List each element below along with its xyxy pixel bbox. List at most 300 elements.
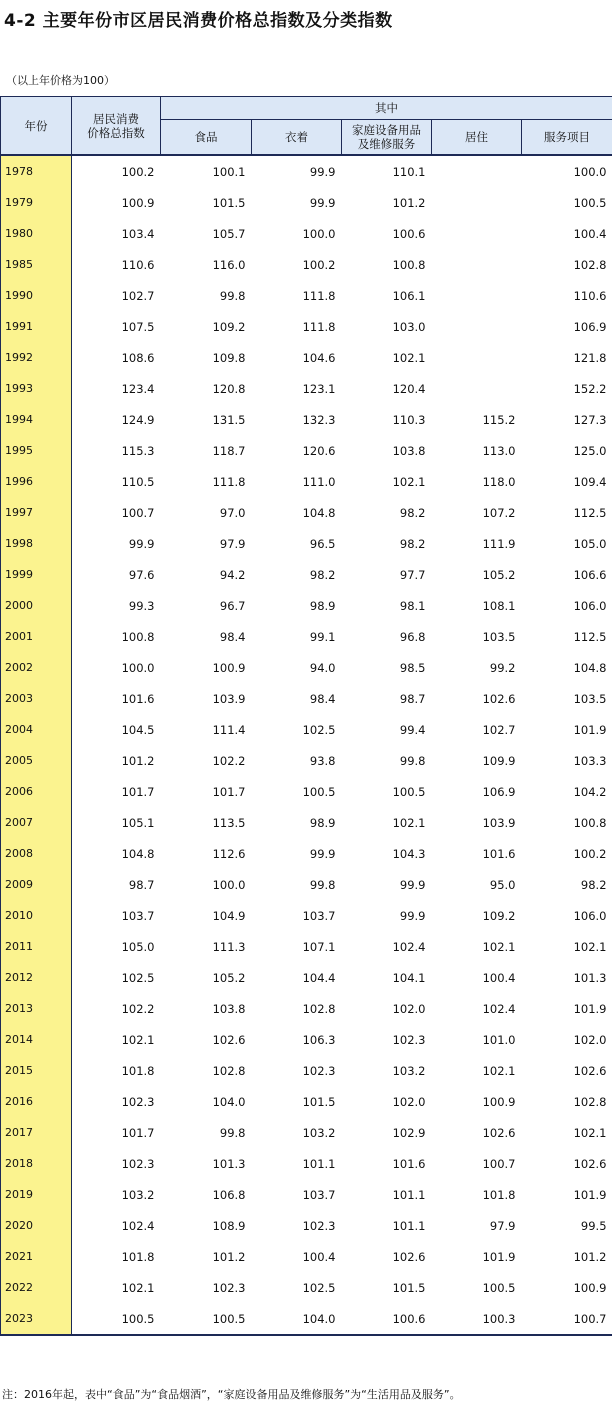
cell-housing: 100.3 xyxy=(432,1303,522,1335)
header-clothing: 衣着 xyxy=(252,120,342,156)
cell-housing: 103.9 xyxy=(482,815,516,830)
cell-household: 102.4 xyxy=(392,939,426,954)
cell-housing: 101.0 xyxy=(482,1032,516,1047)
cell-food: 97.0 xyxy=(219,505,246,520)
cell-total: 103.2 xyxy=(121,1187,155,1202)
cell-food: 111.3 xyxy=(212,939,246,954)
cell-total: 102.1 xyxy=(121,1280,155,1295)
cell-services: 103.5 xyxy=(573,691,607,706)
cell-housing: 113.0 xyxy=(482,443,516,458)
cell-food: 101.2 xyxy=(212,1249,246,1264)
cell-household: 98.2 xyxy=(399,505,426,520)
cell-total: 107.5 xyxy=(121,319,155,334)
table-row xyxy=(1,993,612,1024)
cell-year: 1978 xyxy=(1,155,72,187)
cell-total: 98.7 xyxy=(128,877,155,892)
cell-housing: 102.6 xyxy=(482,691,516,706)
cell-food: 113.5 xyxy=(212,815,246,830)
cell-services: 101.2 xyxy=(573,1249,607,1264)
cell-total: 100.0 xyxy=(121,660,155,675)
cell-total: 100.2 xyxy=(121,164,155,179)
table-row xyxy=(1,1086,612,1117)
cell-total: 101.7 xyxy=(121,784,155,799)
cell-housing: 118.0 xyxy=(482,474,516,489)
cell-household: 120.4 xyxy=(392,381,426,396)
cell-food: 102.2 xyxy=(212,753,246,768)
table-row xyxy=(1,714,612,745)
cell-clothing: 100.5 xyxy=(302,784,336,799)
cell-year: 1985 xyxy=(1,249,72,280)
table-row xyxy=(1,155,612,187)
cell-food: 109.2 xyxy=(212,319,246,334)
cell-housing: 101.9 xyxy=(482,1249,516,1264)
cell-household: 98.5 xyxy=(399,660,426,675)
cell-services: 121.8 xyxy=(573,350,607,365)
table-row xyxy=(1,1179,612,1210)
cell-total: 102.5 xyxy=(121,970,155,985)
cell-food: 109.8 xyxy=(212,350,246,365)
cell-year: 2020 xyxy=(1,1210,72,1241)
cell-total: 105.0 xyxy=(121,939,155,954)
cell-food: 101.3 xyxy=(212,1156,246,1171)
cell-services: 100.7 xyxy=(522,1303,612,1335)
cell-housing xyxy=(432,249,522,280)
cell-year: 2011 xyxy=(1,931,72,962)
cell-housing: 101.8 xyxy=(482,1187,516,1202)
cell-clothing: 104.6 xyxy=(302,350,336,365)
cell-clothing: 102.5 xyxy=(302,722,336,737)
cell-household: 110.3 xyxy=(392,412,426,427)
cell-year: 2000 xyxy=(1,590,72,621)
cell-total: 124.9 xyxy=(121,412,155,427)
cell-year: 2005 xyxy=(1,745,72,776)
cell-services: 101.3 xyxy=(573,970,607,985)
cell-year: 1979 xyxy=(1,187,72,218)
cell-clothing: 102.8 xyxy=(302,1001,336,1016)
table-row xyxy=(1,652,612,683)
table-row xyxy=(1,342,612,373)
cell-total: 100.8 xyxy=(121,629,155,644)
cell-household: 104.3 xyxy=(392,846,426,861)
table-row xyxy=(1,931,612,962)
cell-housing: 100.9 xyxy=(482,1094,516,1109)
table-row xyxy=(1,1303,612,1335)
cell-household: 100.5 xyxy=(392,784,426,799)
cell-housing: 100.5 xyxy=(482,1280,516,1295)
cell-household: 100.6 xyxy=(392,226,426,241)
cell-housing: 102.4 xyxy=(482,1001,516,1016)
cell-housing: 102.1 xyxy=(482,1063,516,1078)
cell-household: 103.0 xyxy=(392,319,426,334)
table-row xyxy=(1,683,612,714)
cell-services: 100.5 xyxy=(573,195,607,210)
cell-clothing: 99.8 xyxy=(309,877,336,892)
table-row xyxy=(1,187,612,218)
table-row xyxy=(1,497,612,528)
cell-food: 106.8 xyxy=(212,1187,246,1202)
cell-household: 102.1 xyxy=(392,350,426,365)
header-total: 居民消费 价格总指数 xyxy=(72,97,161,156)
cell-household: 97.7 xyxy=(399,567,426,582)
table-row xyxy=(1,1272,612,1303)
cell-services: 102.8 xyxy=(573,257,607,272)
cell-clothing: 132.3 xyxy=(302,412,336,427)
cell-housing: 115.2 xyxy=(482,412,516,427)
cell-total: 102.3 xyxy=(121,1094,155,1109)
cell-food: 108.9 xyxy=(212,1218,246,1233)
cell-year: 2001 xyxy=(1,621,72,652)
cell-services: 102.6 xyxy=(573,1156,607,1171)
cell-household: 101.1 xyxy=(392,1187,426,1202)
table-row xyxy=(1,776,612,807)
cell-household: 99.4 xyxy=(399,722,426,737)
cell-food: 99.8 xyxy=(219,288,246,303)
cell-clothing: 99.9 xyxy=(309,846,336,861)
cell-housing: 108.1 xyxy=(482,598,516,613)
cell-food: 98.4 xyxy=(219,629,246,644)
cell-food: 111.4 xyxy=(212,722,246,737)
cell-household: 103.2 xyxy=(392,1063,426,1078)
cell-clothing: 104.0 xyxy=(252,1303,342,1335)
cell-year: 2003 xyxy=(1,683,72,714)
cell-year: 2010 xyxy=(1,900,72,931)
table-row xyxy=(1,311,612,342)
cell-food: 102.3 xyxy=(212,1280,246,1295)
cell-services: 100.2 xyxy=(573,846,607,861)
cell-household: 104.1 xyxy=(392,970,426,985)
cell-household: 101.6 xyxy=(392,1156,426,1171)
cell-services: 104.8 xyxy=(573,660,607,675)
cell-year: 2022 xyxy=(1,1272,72,1303)
cell-housing xyxy=(432,342,522,373)
cell-household: 98.7 xyxy=(399,691,426,706)
cell-year: 2023 xyxy=(1,1303,72,1335)
cell-household: 98.2 xyxy=(399,536,426,551)
cell-household: 99.9 xyxy=(399,908,426,923)
cell-clothing: 96.5 xyxy=(309,536,336,551)
cell-clothing: 104.4 xyxy=(302,970,336,985)
cell-clothing: 103.7 xyxy=(302,908,336,923)
cell-total: 102.4 xyxy=(121,1218,155,1233)
cell-clothing: 111.8 xyxy=(302,319,336,334)
cell-housing: 107.2 xyxy=(482,505,516,520)
cell-household: 101.2 xyxy=(392,195,426,210)
table-row xyxy=(1,218,612,249)
cell-food: 99.8 xyxy=(219,1125,246,1140)
cell-clothing: 100.2 xyxy=(302,257,336,272)
cell-year: 2021 xyxy=(1,1241,72,1272)
cell-household: 102.0 xyxy=(392,1001,426,1016)
cell-clothing: 101.5 xyxy=(302,1094,336,1109)
cell-housing xyxy=(432,218,522,249)
cell-total: 100.7 xyxy=(121,505,155,520)
cell-clothing: 101.1 xyxy=(302,1156,336,1171)
cell-household: 96.8 xyxy=(399,629,426,644)
table-row xyxy=(1,1024,612,1055)
cell-food: 105.2 xyxy=(212,970,246,985)
table-row xyxy=(1,807,612,838)
cell-housing: 109.9 xyxy=(482,753,516,768)
cell-food: 118.7 xyxy=(212,443,246,458)
cell-services: 100.9 xyxy=(573,1280,607,1295)
cell-food: 104.9 xyxy=(212,908,246,923)
table-row xyxy=(1,280,612,311)
cell-household: 102.0 xyxy=(392,1094,426,1109)
cell-year: 2009 xyxy=(1,869,72,900)
cell-year: 1992 xyxy=(1,342,72,373)
cell-total: 101.8 xyxy=(121,1249,155,1264)
cell-clothing: 107.1 xyxy=(302,939,336,954)
cell-services: 127.3 xyxy=(573,412,607,427)
header-housing: 居住 xyxy=(432,120,522,156)
cell-total: 104.5 xyxy=(121,722,155,737)
cell-household: 99.9 xyxy=(399,877,426,892)
cell-year: 1997 xyxy=(1,497,72,528)
cell-services: 152.2 xyxy=(573,381,607,396)
cell-clothing: 103.7 xyxy=(302,1187,336,1202)
cell-year: 2008 xyxy=(1,838,72,869)
cell-total: 99.3 xyxy=(128,598,155,613)
cell-total: 104.8 xyxy=(121,846,155,861)
cell-household: 99.8 xyxy=(399,753,426,768)
cell-services: 100.8 xyxy=(573,815,607,830)
cell-housing: 100.4 xyxy=(482,970,516,985)
cell-services: 106.0 xyxy=(573,908,607,923)
header-group: 其中 xyxy=(161,97,612,120)
table-row xyxy=(1,1148,612,1179)
cell-services: 101.9 xyxy=(573,1187,607,1202)
footnote: 注：2016年起，表中“食品”为“食品烟酒”，“家庭设备用品及维修服务”为“生活用品及服务”。 xyxy=(2,1388,461,1401)
cell-total: 99.9 xyxy=(128,536,155,551)
cell-year: 2013 xyxy=(1,993,72,1024)
header-services: 服务项目 xyxy=(522,120,612,156)
cell-total: 102.7 xyxy=(121,288,155,303)
cell-year: 1980 xyxy=(1,218,72,249)
cell-clothing: 98.9 xyxy=(309,815,336,830)
cell-housing xyxy=(432,311,522,342)
cell-services: 101.9 xyxy=(573,1001,607,1016)
cell-household: 102.6 xyxy=(392,1249,426,1264)
cell-clothing: 99.1 xyxy=(309,629,336,644)
cell-housing: 102.6 xyxy=(482,1125,516,1140)
cell-total: 103.4 xyxy=(121,226,155,241)
cell-services: 102.6 xyxy=(573,1063,607,1078)
table-row xyxy=(1,404,612,435)
cell-services: 102.1 xyxy=(573,939,607,954)
table-row xyxy=(1,745,612,776)
cell-year: 1991 xyxy=(1,311,72,342)
cell-services: 101.9 xyxy=(573,722,607,737)
cell-year: 2017 xyxy=(1,1117,72,1148)
table-row xyxy=(1,249,612,280)
cell-household: 100.6 xyxy=(342,1303,432,1335)
table-row xyxy=(1,373,612,404)
cpi-table xyxy=(0,96,612,1336)
cell-year: 2002 xyxy=(1,652,72,683)
cell-clothing: 98.4 xyxy=(309,691,336,706)
cell-year: 1993 xyxy=(1,373,72,404)
cell-year: 1999 xyxy=(1,559,72,590)
cell-food: 100.5 xyxy=(161,1303,252,1335)
cell-housing: 102.7 xyxy=(482,722,516,737)
table-row xyxy=(1,621,612,652)
cell-clothing: 111.8 xyxy=(302,288,336,303)
cell-clothing: 111.0 xyxy=(302,474,336,489)
cell-year: 2016 xyxy=(1,1086,72,1117)
cell-total: 110.5 xyxy=(121,474,155,489)
cell-services: 112.5 xyxy=(573,629,607,644)
table-row xyxy=(1,528,612,559)
cell-clothing: 94.0 xyxy=(309,660,336,675)
cell-year: 1994 xyxy=(1,404,72,435)
cell-food: 111.8 xyxy=(212,474,246,489)
table-row xyxy=(1,1117,612,1148)
cell-food: 103.9 xyxy=(212,691,246,706)
cell-year: 1996 xyxy=(1,466,72,497)
cell-total: 105.1 xyxy=(121,815,155,830)
cell-total: 101.2 xyxy=(121,753,155,768)
page-title: 4-2 主要年份市区居民消费价格总指数及分类指数 xyxy=(4,11,393,31)
cell-clothing: 102.3 xyxy=(302,1218,336,1233)
cell-total: 97.6 xyxy=(128,567,155,582)
cell-total: 110.6 xyxy=(121,257,155,272)
cell-year: 1995 xyxy=(1,435,72,466)
cell-household: 101.1 xyxy=(392,1218,426,1233)
cell-food: 103.8 xyxy=(212,1001,246,1016)
cell-clothing: 98.9 xyxy=(309,598,336,613)
cell-household: 102.1 xyxy=(392,474,426,489)
cell-household: 102.9 xyxy=(392,1125,426,1140)
cell-household: 106.1 xyxy=(392,288,426,303)
cell-food: 102.6 xyxy=(212,1032,246,1047)
cell-services: 103.3 xyxy=(573,753,607,768)
cell-year: 2012 xyxy=(1,962,72,993)
cell-total: 103.7 xyxy=(121,908,155,923)
cell-services: 105.0 xyxy=(573,536,607,551)
cell-services: 112.5 xyxy=(573,505,607,520)
cell-housing: 97.9 xyxy=(489,1218,516,1233)
cell-services: 99.5 xyxy=(580,1218,607,1233)
cell-clothing: 100.4 xyxy=(302,1249,336,1264)
cell-year: 1998 xyxy=(1,528,72,559)
table-row xyxy=(1,590,612,621)
table-row xyxy=(1,962,612,993)
cell-services: 110.6 xyxy=(573,288,607,303)
cell-food: 96.7 xyxy=(219,598,246,613)
cell-services: 106.0 xyxy=(573,598,607,613)
cell-food: 101.5 xyxy=(212,195,246,210)
cell-services: 98.2 xyxy=(580,877,607,892)
table-row xyxy=(1,869,612,900)
header-year: 年份 xyxy=(1,97,72,156)
cell-housing: 109.2 xyxy=(482,908,516,923)
cell-food: 104.0 xyxy=(212,1094,246,1109)
cell-household: 101.5 xyxy=(392,1280,426,1295)
cell-food: 100.1 xyxy=(212,164,246,179)
cell-clothing: 102.5 xyxy=(302,1280,336,1295)
header-household: 家庭设备用品 及维修服务 xyxy=(342,120,432,156)
cell-food: 94.2 xyxy=(219,567,246,582)
cell-total: 108.6 xyxy=(121,350,155,365)
cell-year: 2006 xyxy=(1,776,72,807)
cell-household: 98.1 xyxy=(399,598,426,613)
cell-food: 100.9 xyxy=(212,660,246,675)
cell-food: 102.8 xyxy=(212,1063,246,1078)
cell-total: 101.6 xyxy=(121,691,155,706)
cell-year: 2019 xyxy=(1,1179,72,1210)
table-row xyxy=(1,1210,612,1241)
cell-housing: 95.0 xyxy=(489,877,516,892)
cell-housing: 100.7 xyxy=(482,1156,516,1171)
table-row xyxy=(1,435,612,466)
cell-housing xyxy=(432,155,522,187)
table-row xyxy=(1,1241,612,1272)
cell-household: 110.1 xyxy=(392,164,426,179)
cell-housing: 101.6 xyxy=(482,846,516,861)
cell-services: 100.0 xyxy=(573,164,607,179)
cell-year: 2018 xyxy=(1,1148,72,1179)
cell-total: 101.8 xyxy=(121,1063,155,1078)
cell-household: 103.8 xyxy=(392,443,426,458)
cell-clothing: 104.8 xyxy=(302,505,336,520)
cell-housing: 111.9 xyxy=(482,536,516,551)
table-body xyxy=(1,155,612,1335)
cell-clothing: 120.6 xyxy=(302,443,336,458)
cell-year: 1990 xyxy=(1,280,72,311)
cell-year: 2004 xyxy=(1,714,72,745)
cell-housing: 99.2 xyxy=(489,660,516,675)
cell-total: 102.2 xyxy=(121,1001,155,1016)
cell-household: 102.3 xyxy=(392,1032,426,1047)
table-header xyxy=(1,97,612,156)
cell-services: 104.2 xyxy=(573,784,607,799)
cell-total: 123.4 xyxy=(121,381,155,396)
cell-services: 102.0 xyxy=(573,1032,607,1047)
cell-clothing: 98.2 xyxy=(309,567,336,582)
cell-clothing: 99.9 xyxy=(309,164,336,179)
cell-services: 125.0 xyxy=(573,443,607,458)
cell-clothing: 106.3 xyxy=(302,1032,336,1047)
cell-services: 100.4 xyxy=(573,226,607,241)
cell-clothing: 93.8 xyxy=(309,753,336,768)
cell-food: 101.7 xyxy=(212,784,246,799)
cell-clothing: 102.3 xyxy=(302,1063,336,1078)
cell-clothing: 100.0 xyxy=(302,226,336,241)
cell-clothing: 99.9 xyxy=(309,195,336,210)
cell-household: 100.8 xyxy=(392,257,426,272)
cell-year: 2014 xyxy=(1,1024,72,1055)
cell-housing xyxy=(432,373,522,404)
cell-food: 112.6 xyxy=(212,846,246,861)
cell-services: 102.1 xyxy=(573,1125,607,1140)
cell-total: 100.5 xyxy=(72,1303,161,1335)
unit-note: （以上年价格为100） xyxy=(6,74,115,87)
cell-total: 101.7 xyxy=(121,1125,155,1140)
table-row xyxy=(1,559,612,590)
cell-food: 116.0 xyxy=(212,257,246,272)
cell-clothing: 123.1 xyxy=(302,381,336,396)
cell-food: 97.9 xyxy=(219,536,246,551)
cell-total: 102.3 xyxy=(121,1156,155,1171)
cell-clothing: 103.2 xyxy=(302,1125,336,1140)
table-row xyxy=(1,1055,612,1086)
cell-food: 131.5 xyxy=(212,412,246,427)
cell-housing: 105.2 xyxy=(482,567,516,582)
cell-year: 2007 xyxy=(1,807,72,838)
cell-food: 100.0 xyxy=(212,877,246,892)
cell-total: 115.3 xyxy=(121,443,155,458)
cell-housing: 106.9 xyxy=(482,784,516,799)
